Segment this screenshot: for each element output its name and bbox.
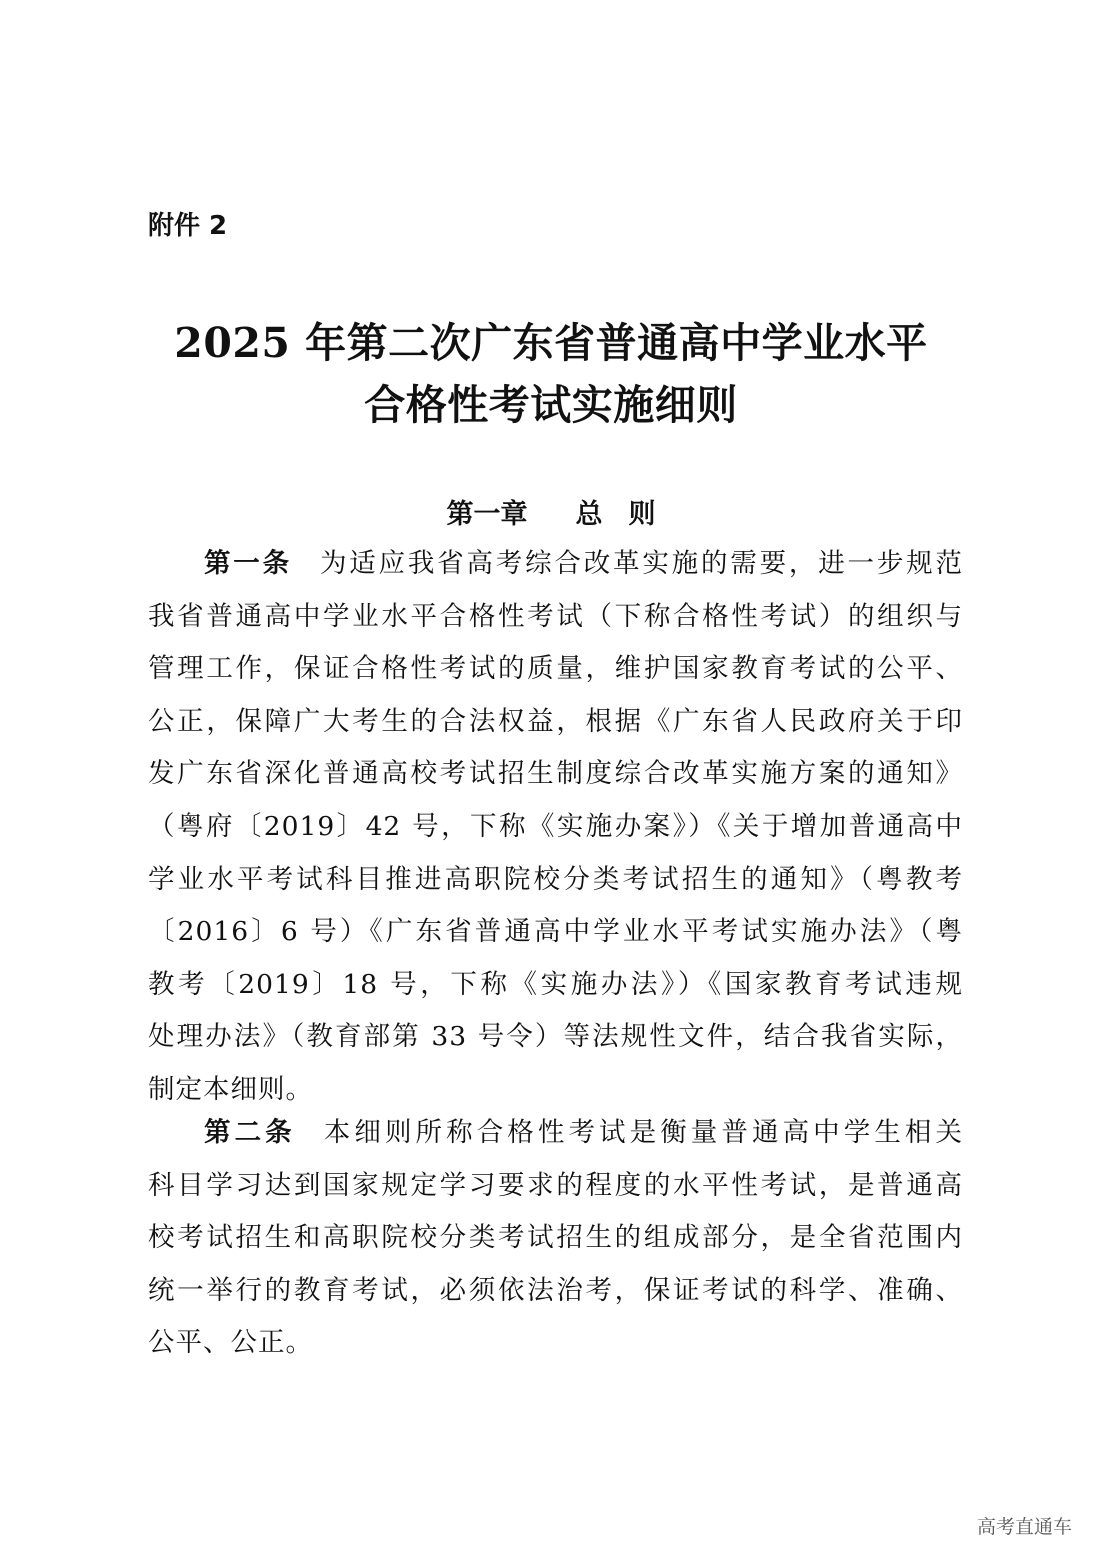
document-title-line-1: 2025 年第二次广东省普通高中学业水平 (174, 319, 928, 367)
chapter-name-part-1: 总 (575, 499, 603, 530)
article-1-line: 教考〔2019〕18 号，下称《实施办法》）《国家教育考试违规 (148, 968, 963, 1000)
source-watermark: 高考直通车 (976, 1516, 1072, 1538)
article-1-line: 〔2016〕6 号）《广东省普通高中学业水平考试实施办法》（粤 (148, 916, 963, 948)
article-2-label: 第二条 (204, 1117, 296, 1148)
article-1-line: （粤府〔2019〕42 号，下称《实施办案》）《关于增加普通高中 (148, 810, 963, 842)
article-2-line: 校考试招生和高职院校分类考试招生的组成部分，是全省范围内 (148, 1222, 963, 1254)
article-2-paragraph (148, 1107, 963, 1370)
article-1-line: 学业水平考试科目推进高职院校分类考试招生的通知》（粤教考 (148, 863, 963, 895)
article-1-line: 管理工作，保证合格性考试的质量，维护国家教育考试的公平、 (148, 653, 963, 685)
article-2-line: 统一举行的教育考试，必须依法治考，保证考试的科学、准确、 (148, 1274, 963, 1306)
article-1-line: 第一条 为适应我省高考综合改革实施的需要，进一步规范 (204, 548, 963, 579)
article-1-line: 我省普通高中学业水平合格性考试（下称合格性考试）的组织与 (148, 600, 963, 632)
article-1-line: 制定本细则。 (148, 1073, 313, 1105)
article-1-line: 处理办法》（教育部第 33 号令）等法规性文件，结合我省实际， (148, 1021, 963, 1053)
article-2-line: 科目学习达到国家规定学习要求的程度的水平性考试，是普通高 (148, 1169, 963, 1201)
chapter-name-part-2: 则 (628, 499, 656, 530)
article-1-label: 第一条 (204, 548, 292, 579)
article-2-line: 第二条 本细则所称合格性考试是衡量普通高中学生相关 (204, 1117, 964, 1148)
chapter-number: 第一章 (446, 499, 528, 530)
chapter-heading (0, 492, 1102, 531)
attachment-label: 附件 2 (148, 211, 228, 241)
document-title-line-2: 合格性考试实施细则 (364, 381, 738, 429)
article-2-line: 公平、公正。 (148, 1327, 313, 1359)
article-1-line: 公正，保障广大考生的合法权益，根据《广东省人民政府关于印 (148, 705, 963, 737)
article-1-paragraph (148, 538, 963, 1117)
article-1-line: 发广东省深化普通高校考试招生制度综合改革实施方案的通知》 (148, 758, 963, 790)
